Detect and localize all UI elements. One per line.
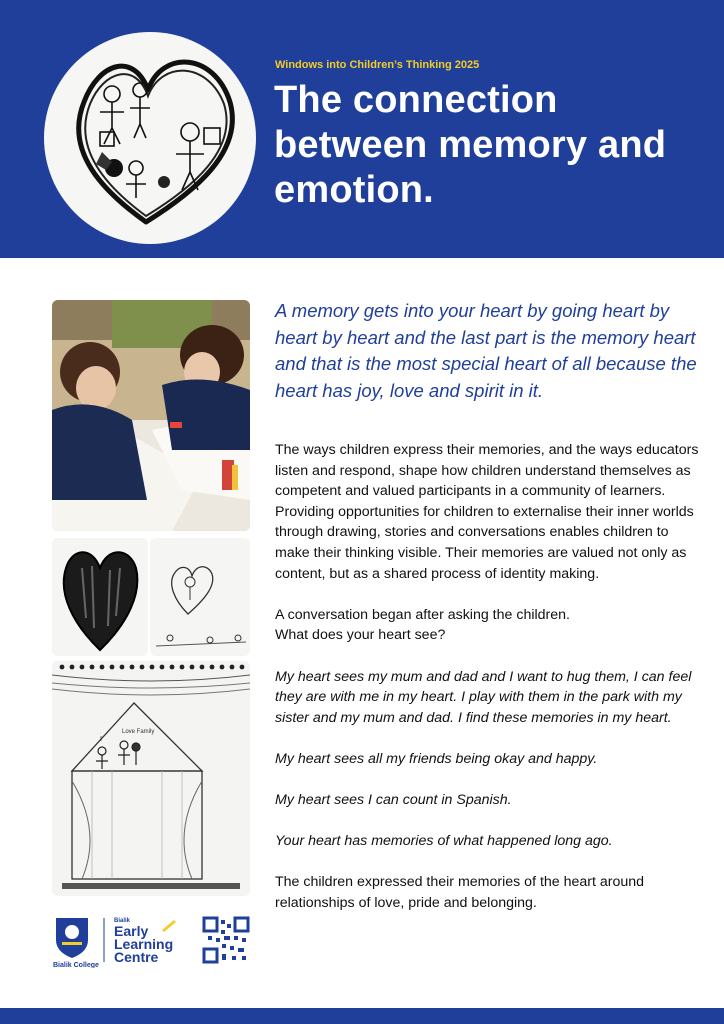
footer-bar bbox=[0, 1008, 724, 1024]
conversation-question: What does your heart see? bbox=[275, 627, 446, 644]
elc-small-label: Bialik bbox=[114, 918, 131, 924]
elc-line2: Learning bbox=[114, 936, 174, 952]
header-banner bbox=[0, 0, 724, 258]
family-house-drawing bbox=[52, 661, 250, 896]
conversation-intro: A conversation began after asking the children. bbox=[275, 606, 570, 623]
children-quote: A memory gets into your heart by going heart by heart by heart and the last part is the memory heart and that is the most special heart of all because the heart has joy, love and spirit in it. bbox=[275, 300, 697, 401]
heart-sketch-drawing bbox=[150, 538, 250, 656]
pencil-icon bbox=[162, 920, 176, 932]
body-text bbox=[275, 440, 705, 934]
child-response: My heart sees my mum and dad and I want to hug them, I can feel they are with me in my heart. I play with them in the park with my sister and my mum and dad. I find these memories in my heart. bbox=[275, 668, 692, 726]
intro-paragraph: The ways children express their memories, and the ways educators listen and respond, shape how children understand themselves as competent and valued participants in a community of learners. Providing opportunities for children to externalise their inner worlds through drawing, stories and conversations enables children to make their thinking visible. Their memories are valued not only as content, but as a shared process of identity making. bbox=[275, 442, 699, 582]
page-title: The connection between memory and emotion. bbox=[274, 79, 667, 211]
conversation-paragraph bbox=[275, 605, 705, 646]
drawing-text-right: Love Family bbox=[122, 729, 155, 735]
school-name: Bialik College bbox=[53, 962, 99, 968]
child-response: My heart sees I can count in Spanish. bbox=[275, 792, 512, 809]
drawing-text-left: I bbox=[100, 736, 102, 743]
elc-line3: Centre bbox=[114, 949, 159, 965]
qr-code-icon[interactable] bbox=[204, 918, 248, 962]
child-response: Your heart has memories of what happened long ago. bbox=[275, 833, 613, 850]
heart-drawing-icon bbox=[44, 32, 256, 244]
child-response: My heart sees all my friends being okay and happy. bbox=[275, 750, 598, 767]
children-drawing-photo bbox=[52, 300, 250, 531]
heart-drawing-circle bbox=[44, 32, 256, 244]
footer-logos bbox=[52, 912, 252, 968]
bialik-crest-icon bbox=[56, 918, 88, 958]
elc-line1: Early bbox=[114, 923, 149, 939]
kicker-label: Windows into Children’s Thinking 2025 bbox=[275, 59, 480, 71]
closing-paragraph: The children expressed their memories of the heart around relationships of love, pride and belonging. bbox=[275, 874, 645, 912]
black-heart-drawing bbox=[52, 538, 148, 656]
